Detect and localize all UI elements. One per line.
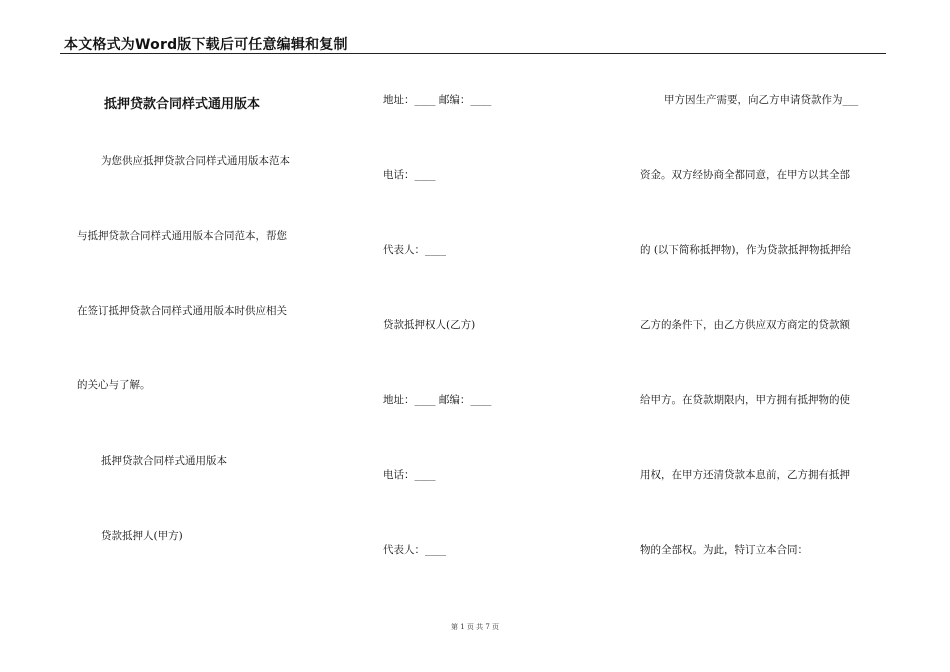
left-column-line: 的关心与了解。 [77, 379, 151, 391]
document-title: 抵押贷款合同样式通用版本 [104, 97, 261, 112]
middle-column-line: 地址：____ 邮编：____ [383, 394, 492, 406]
middle-column-line: 地址：____ 邮编：____ [383, 94, 492, 106]
right-column-line: 物的全部权。为此，特订立本合同： [640, 544, 808, 556]
right-column-line: 用权，在甲方还清贷款本息前，乙方拥有抵押 [640, 469, 850, 481]
right-column-line: 乙方的条件下，由乙方供应双方商定的贷款额 [640, 319, 850, 331]
middle-column-line: 代表人：____ [383, 544, 446, 556]
page-indicator: 第 1 页 共 7 页 [450, 623, 500, 631]
left-column-line: 与抵押贷款合同样式通用版本合同范本，帮您 [77, 230, 287, 242]
document-header-banner: 本文格式为Word版下载后可任意编辑和复制 [64, 37, 348, 53]
right-column-line: 资金。双方经协商全都同意，在甲方以其全部 [640, 169, 850, 181]
left-column-line: 为您供应抵押贷款合同样式通用版本范本 [101, 155, 290, 167]
left-column-line: 在签订抵押贷款合同样式通用版本时供应相关 [77, 305, 287, 317]
header-divider [60, 53, 886, 54]
right-column-line: 给甲方。在贷款期限内，甲方拥有抵押物的使 [640, 394, 850, 406]
middle-column-line: 贷款抵押权人(乙方) [383, 319, 476, 331]
right-column-line: 的 (以下简称抵押物)，作为贷款抵押物抵押给 [640, 244, 852, 256]
left-column-subheading: 抵押贷款合同样式通用版本 [101, 455, 227, 467]
left-column-line: 贷款抵押人(甲方) [101, 530, 183, 542]
middle-column-line: 电话：____ [383, 469, 436, 481]
middle-column-line: 电话：____ [383, 169, 436, 181]
right-column-line: 甲方因生产需要，向乙方申请贷款作为___ [664, 94, 859, 106]
middle-column-line: 代表人：____ [383, 244, 446, 256]
